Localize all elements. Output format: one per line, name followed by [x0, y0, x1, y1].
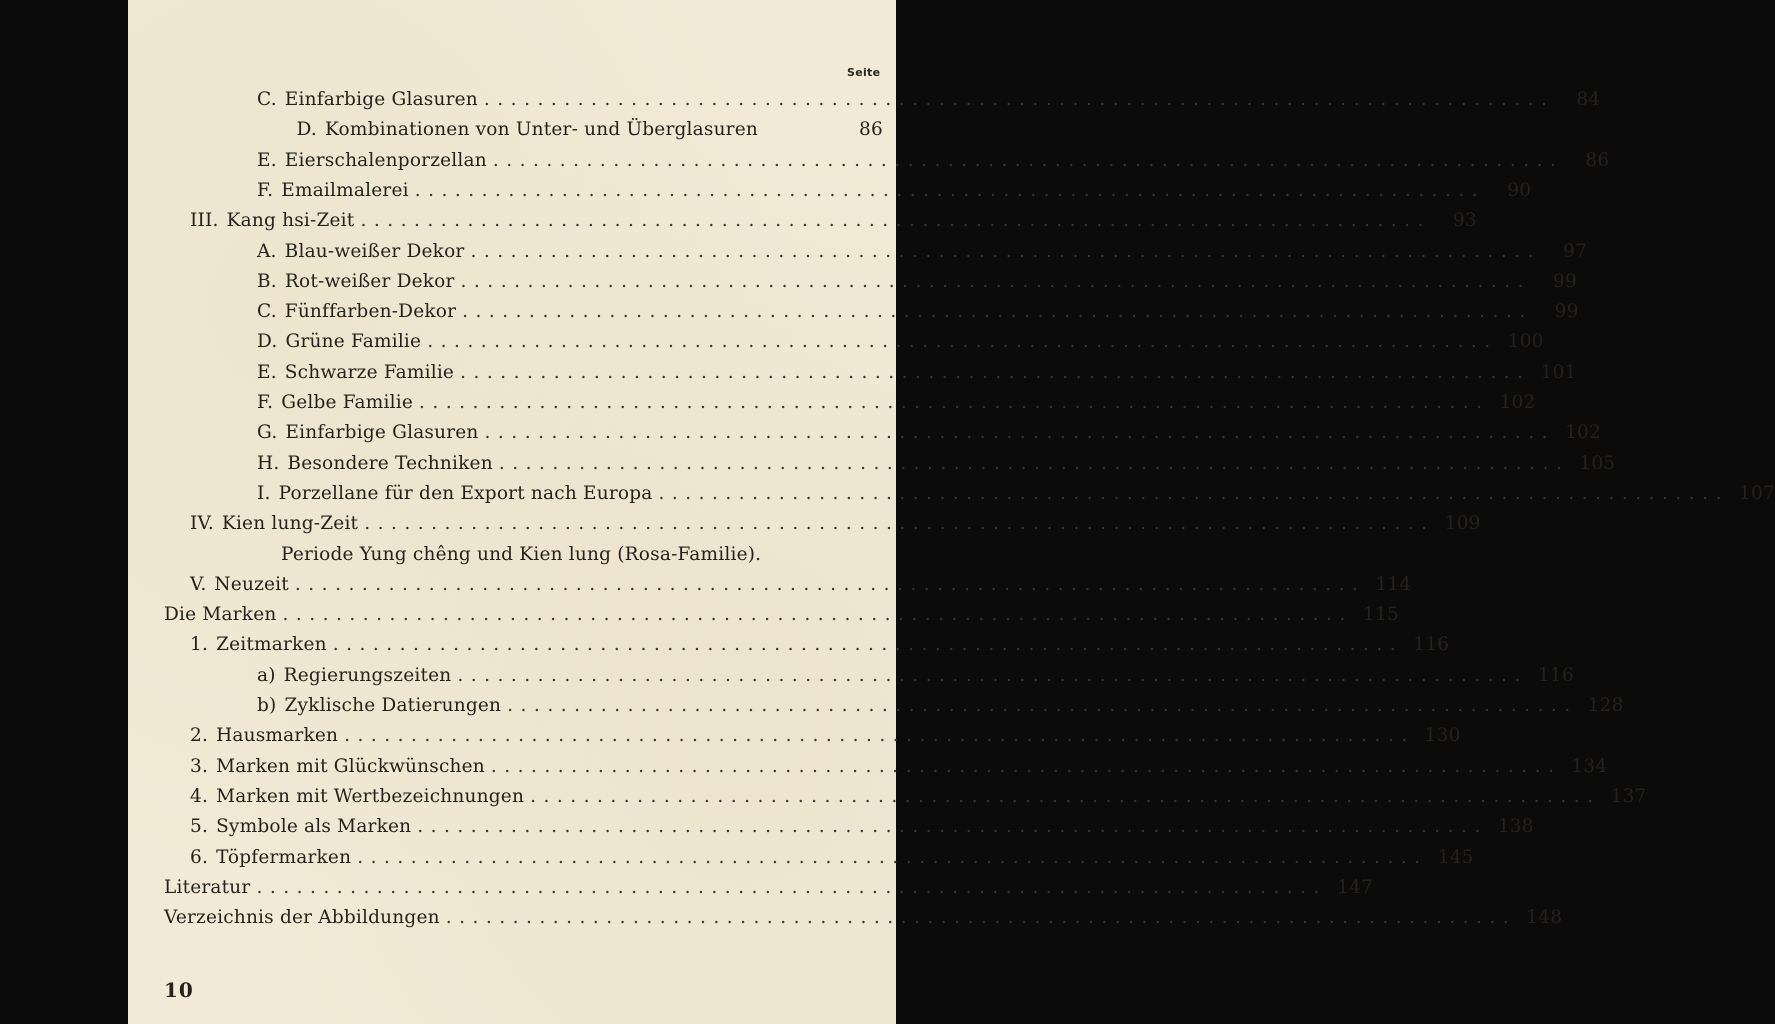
- toc-leader-dots: ................................................................................: [470, 240, 1541, 262]
- toc-entry-number: F.: [257, 179, 274, 201]
- toc-leader-dots: ................................................................................: [490, 755, 1562, 777]
- toc-entry-page: 86: [1585, 149, 1610, 171]
- toc-entry-number: D.: [257, 331, 278, 353]
- toc-entry: [190, 812, 1534, 842]
- toc-entry-title: Hausmarken: [216, 725, 339, 747]
- toc-entry-title: Zyklische Datierungen: [284, 695, 502, 716]
- toc-entry-number: V.: [190, 573, 207, 595]
- toc-entry-number: C.: [257, 89, 277, 110]
- toc-entry-page: 115: [1363, 604, 1399, 626]
- toc-entry-page: 101: [1540, 361, 1577, 383]
- toc-entry-page: 109: [1444, 513, 1481, 535]
- toc-entry-title: Besondere Techniken: [287, 452, 493, 474]
- toc-entry-number: 6.: [190, 846, 209, 868]
- toc-entry-number: 5.: [190, 816, 209, 838]
- toc-entry-title: Rot-weißer Dekor: [284, 270, 455, 292]
- toc-entry-title: Marken mit Glückwünschen: [216, 755, 485, 777]
- toc-entry: [257, 388, 1536, 418]
- toc-entry-page: 137: [1610, 785, 1647, 807]
- toc-leader-dots: ................................................................................: [445, 907, 1517, 929]
- toc-entry-page: 138: [1497, 816, 1534, 838]
- toc-entry-title: Kombinationen von Unter- und Überglasuren: [325, 119, 758, 141]
- toc-leader-dots: ................................................................................: [462, 301, 1533, 323]
- toc-leader-dots: ................................................................................: [507, 695, 1578, 716]
- toc-entry-number: 2.: [190, 725, 209, 747]
- toc-entry: [257, 237, 1587, 267]
- toc-entry-page: 107: [1739, 482, 1775, 504]
- toc-entry-title: Schwarze Familie: [284, 361, 455, 383]
- toc-leader-dots: ................................................................................: [294, 573, 1366, 595]
- toc-entry-title: Porzellane für den Export nach Europa: [278, 482, 653, 504]
- toc-entry-number: 4.: [190, 785, 209, 807]
- toc-entry: [257, 176, 1532, 206]
- toc-entry-number: G.: [257, 422, 278, 444]
- toc-entry-page: 147: [1336, 876, 1373, 898]
- toc-entry-page: 116: [1537, 664, 1574, 686]
- toc-entry-number: b): [257, 695, 277, 716]
- toc-entry-page: 105: [1579, 452, 1616, 474]
- toc-entry-title: Kang hsi-Zeit: [226, 210, 355, 232]
- toc-entry-number: a): [257, 664, 276, 686]
- toc-entry-number: E.: [257, 149, 277, 171]
- toc-entry-page: 102: [1565, 422, 1601, 444]
- toc-entry: [257, 267, 1577, 297]
- toc-entry-page: 130: [1424, 725, 1461, 747]
- toc-entry: [190, 570, 1412, 600]
- toc-entry-page: 145: [1437, 846, 1474, 868]
- toc-leader-dots: ................................................................................: [498, 452, 1570, 474]
- toc-entry-number: H.: [257, 452, 280, 474]
- toc-entry-title: Die Marken: [164, 604, 277, 626]
- toc-entry: [257, 327, 1544, 357]
- toc-entry-number: III.: [190, 210, 219, 232]
- toc-entry: [190, 721, 1461, 751]
- toc-entry-page: 90: [1507, 179, 1532, 201]
- toc-entry-title: Töpfermarken: [216, 846, 352, 868]
- toc-entry-page: 86: [859, 119, 883, 141]
- toc-leader-dots: ................................................................................: [460, 361, 1531, 383]
- toc-leader-dots: ................................................................................: [457, 664, 1528, 686]
- toc-entry-title: Verzeichnis der Abbildungen: [164, 907, 440, 929]
- toc-leader-dots: ................................................................................: [417, 816, 1488, 838]
- toc-entry-page: 114: [1375, 573, 1412, 595]
- toc-entry-title: Literatur: [164, 876, 251, 898]
- toc-entry-page: 97: [1562, 240, 1587, 262]
- toc-entry-title: Fünffarben-Dekor: [284, 301, 457, 323]
- toc-entry-page: 99: [1554, 301, 1579, 323]
- toc-leader-dots: ................................................................................: [460, 270, 1531, 292]
- toc-entry: [190, 630, 1450, 660]
- toc-entry: [257, 479, 1775, 509]
- toc-entry: [281, 540, 883, 570]
- toc-entry: [257, 115, 883, 145]
- toc-entry-title: Einfarbige Glasuren: [285, 422, 479, 444]
- toc-entry-page: 128: [1587, 695, 1624, 716]
- toc-entry: [164, 873, 1373, 903]
- toc-leader-dots: ................................................................................: [492, 149, 1564, 171]
- toc-leader-dots: ................................................................................: [344, 725, 1415, 747]
- toc-leader-dots: ................................................................................: [256, 876, 1327, 898]
- toc-leader-dots: ................................................................................: [658, 482, 1729, 504]
- toc-entry: [164, 903, 1563, 933]
- toc-entry-title: Grüne Familie: [285, 331, 422, 353]
- toc-leader-dots: ................................................................................: [332, 634, 1404, 656]
- page-column-label: Seite: [847, 66, 881, 79]
- toc-entry-page: 148: [1526, 907, 1563, 929]
- toc-entry: [164, 600, 1399, 630]
- toc-entry-title: Emailmalerei: [281, 179, 409, 201]
- toc-entry: [257, 418, 1601, 448]
- toc-entry-title: Gelbe Familie: [281, 392, 414, 413]
- toc-leader-dots: ................................................................................: [364, 513, 1435, 535]
- toc-entry-number: C.: [257, 301, 277, 323]
- toc-entry-title: Zeitmarken: [216, 634, 327, 656]
- toc-leader-dots: ................................................................................: [419, 392, 1490, 413]
- toc-entry-title: Kien lung-Zeit: [221, 513, 359, 535]
- toc-entry-title: Blau-weißer Dekor: [284, 240, 465, 262]
- toc-entry-page: 99: [1553, 270, 1577, 292]
- toc-entry: [190, 752, 1608, 782]
- toc-entry-title: Regierungszeiten: [283, 664, 452, 686]
- toc-leader-dots: ................................................................................: [484, 422, 1555, 444]
- toc-entry-title: Symbole als Marken: [216, 816, 412, 838]
- toc-entry-number: 3.: [190, 755, 209, 777]
- toc-entry-number: F.: [257, 392, 274, 413]
- toc-entry: [257, 297, 1579, 327]
- toc-entry: [257, 146, 1610, 176]
- toc-entry: [257, 691, 1624, 721]
- toc-entry-number: E.: [257, 361, 277, 383]
- toc-entry-title: Neuzeit: [214, 573, 289, 595]
- toc-entry: [190, 509, 1481, 539]
- toc-entry-number: D.: [296, 119, 317, 141]
- toc-entry-number: B.: [257, 270, 277, 292]
- toc-entry-page: 102: [1499, 392, 1536, 413]
- toc-entry-number: 1.: [190, 634, 209, 656]
- toc-entry-page: 93: [1452, 210, 1477, 232]
- toc-entry-number: A.: [257, 240, 277, 262]
- toc-leader-dots: ................................................................................: [427, 331, 1498, 353]
- toc-entry: [190, 782, 1647, 812]
- toc-entry: [257, 661, 1574, 691]
- toc-leader-dots: ................................................................................: [530, 785, 1601, 807]
- toc-entry-page: 84: [1576, 89, 1601, 110]
- toc-leader-dots: ................................................................................: [360, 210, 1431, 232]
- toc-leader-dots: ................................................................................: [483, 89, 1555, 110]
- toc-entry-title: Eierschalenporzellan: [284, 149, 487, 171]
- toc-leader-dots: ................................................................................: [357, 846, 1428, 868]
- toc-entry-title: Periode Yung chêng und Kien lung (Rosa-Familie).: [281, 543, 762, 565]
- toc-entry-page: 134: [1571, 755, 1608, 777]
- toc-entry: [190, 843, 1474, 873]
- toc-entry-title: Marken mit Wertbezeichnungen: [216, 785, 525, 807]
- toc-entry-number: I.: [257, 482, 271, 504]
- toc-entry-page: 100: [1507, 331, 1544, 353]
- toc-leader-dots: ................................................................................: [414, 179, 1486, 201]
- page-number: 10: [164, 978, 194, 1002]
- toc-entry: [190, 206, 1477, 236]
- toc-entry: [257, 85, 1601, 115]
- toc-entry: [257, 358, 1577, 388]
- toc-entry-page: 116: [1413, 634, 1450, 656]
- toc-leader-dots: ................................................................................: [282, 604, 1353, 626]
- toc-entry-number: IV.: [190, 513, 214, 535]
- toc-entry-title: Einfarbige Glasuren: [284, 89, 478, 110]
- toc-entry: [257, 449, 1616, 479]
